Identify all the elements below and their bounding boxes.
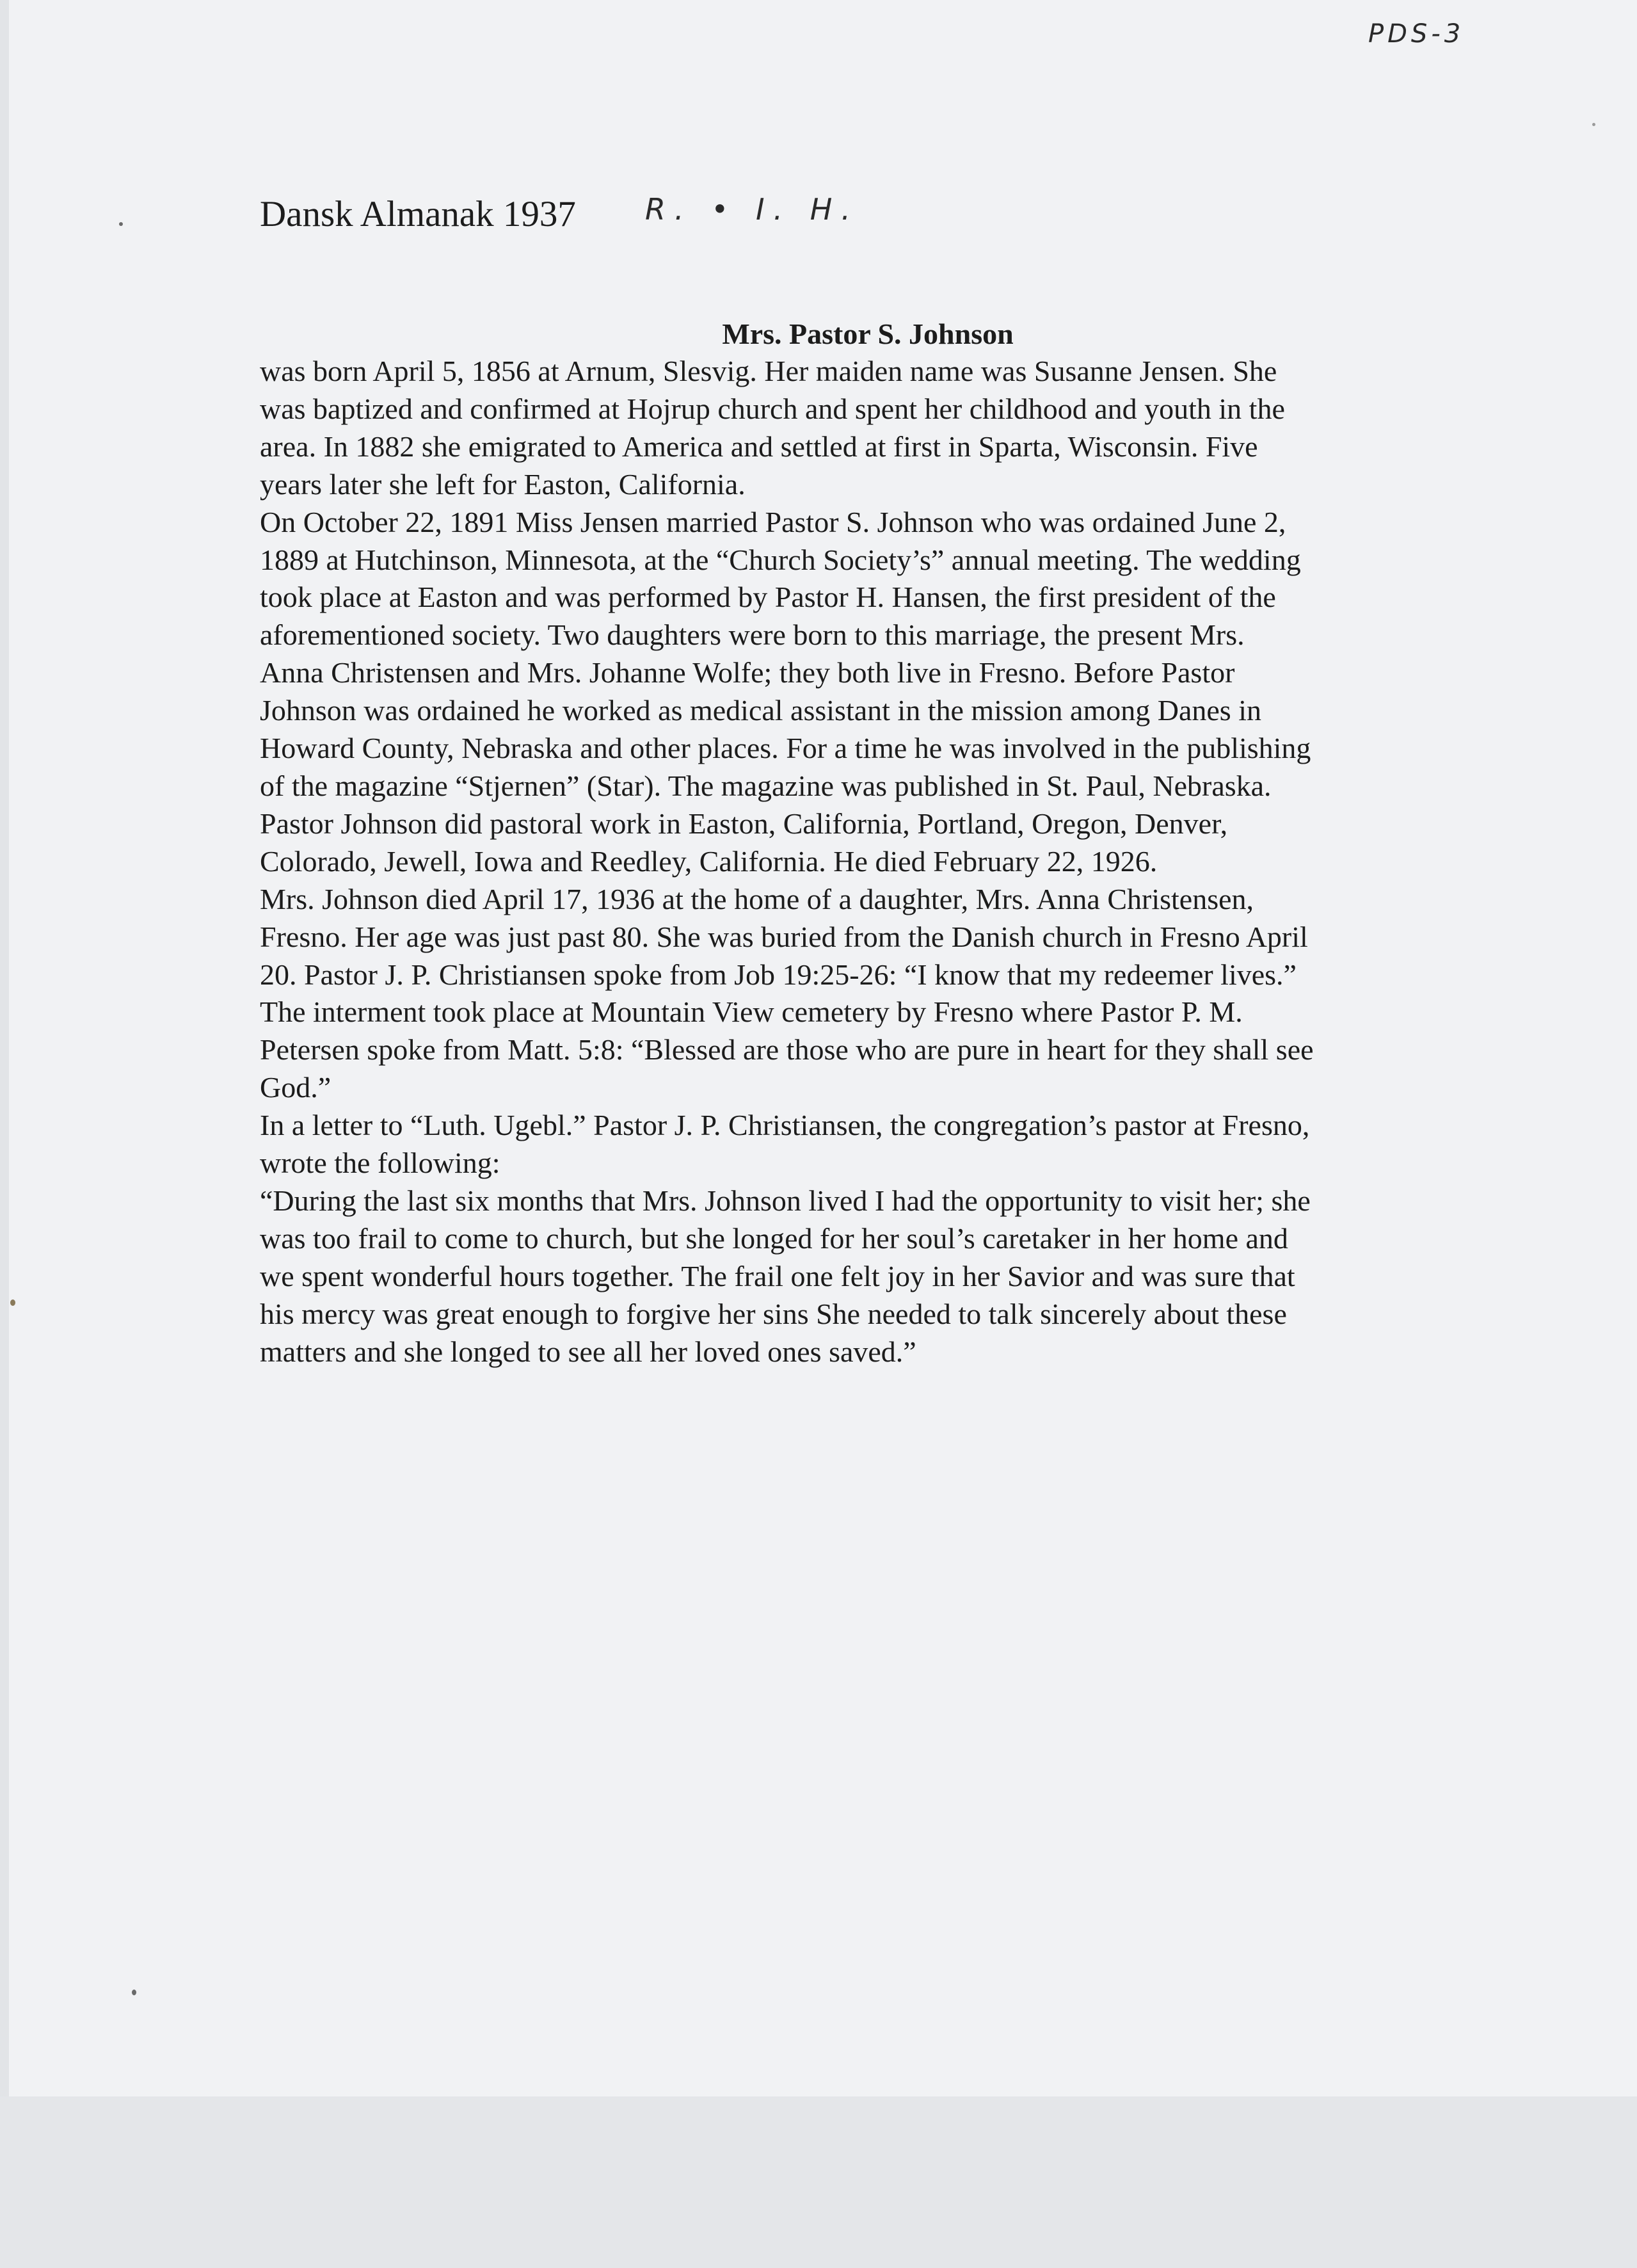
- body-line: wrote the following:: [260, 1146, 500, 1180]
- handwritten-initials: R. • I. H.: [645, 192, 859, 227]
- body-line: Fresno. Her age was just past 80. She was buried from the Danish church in Fresno April: [260, 920, 1308, 953]
- body-line: was too frail to come to church, but she longed for her soul’s caretaker in her home and: [260, 1221, 1288, 1255]
- body-line: God.”: [260, 1071, 331, 1104]
- body-line: On October 22, 1891 Miss Jensen married Pastor S. Johnson who was ordained June 2,: [260, 505, 1286, 538]
- body-line: Colorado, Jewell, Iowa and Reedley, California. He died February 22, 1926.: [260, 844, 1158, 878]
- body-line: Mrs. Johnson died April 17, 1936 at the home of a daughter, Mrs. Anna Christensen,: [260, 882, 1254, 915]
- body-line: 20. Pastor J. P. Christiansen spoke from Job 19:25-26: “I know that my redeemer lives.”: [260, 958, 1297, 991]
- dust-speck: [10, 1299, 15, 1306]
- body-line: matters and she longed to see all her loved ones saved.”: [260, 1335, 916, 1368]
- body-line: aforementioned society. Two daughters were born to this marriage, the present Mrs.: [260, 618, 1245, 652]
- body-line: years later she left for Easton, California.: [260, 467, 746, 501]
- page-edge-shadow: [0, 0, 9, 2096]
- dust-speck: [119, 222, 123, 226]
- document-title: Mrs. Pastor S. Johnson: [722, 318, 1014, 350]
- body-line: was born April 5, 1856 at Arnum, Slesvig. Her maiden name was Susanne Jensen. She: [260, 355, 1277, 387]
- body-line: The interment took place at Mountain View cemetery by Fresno where Pastor P. M.: [260, 995, 1243, 1029]
- body-line: his mercy was great enough to forgive her sins She needed to talk sincerely about these: [260, 1297, 1287, 1330]
- dust-speck: [1592, 123, 1595, 126]
- body-line: area. In 1882 she emigrated to America and settled at first in Sparta, Wisconsin. Five: [260, 430, 1258, 463]
- body-line: “During the last six months that Mrs. Johnson lived I had the opportunity to visit her; she: [260, 1184, 1311, 1217]
- scanner-bed-strip: [0, 2096, 1637, 2268]
- body-line: In a letter to “Luth. Ugebl.” Pastor J. P. Christiansen, the congregation’s pastor at Fresno,: [260, 1109, 1310, 1142]
- body-line: Howard County, Nebraska and other places. For a time he was involved in the publishing: [260, 732, 1311, 765]
- body-line: Petersen spoke from Matt. 5:8: “Blessed are those who are pure in heart for they shall see: [260, 1033, 1314, 1066]
- body-line: of the magazine “Stjernen” (Star). The magazine was published in St. Paul, Nebraska.: [260, 769, 1272, 802]
- body-line: was baptized and confirmed at Hojrup church and spent her childhood and youth in the: [260, 392, 1285, 425]
- handwritten-corner-note: PDS-3: [1368, 19, 1465, 49]
- body-line: Anna Christensen and Mrs. Johanne Wolfe; they both live in Fresno. Before Pastor: [260, 656, 1235, 689]
- body-line: took place at Easton and was performed by Pastor H. Hansen, the first president of the: [260, 581, 1276, 614]
- body-line: we spent wonderful hours together. The frail one felt joy in her Savior and was sure that: [260, 1259, 1295, 1292]
- document-body: [260, 353, 1476, 1371]
- body-line: Johnson was ordained he worked as medical assistant in the mission among Danes in: [260, 694, 1261, 727]
- body-line: Pastor Johnson did pastoral work in Easton, California, Portland, Oregon, Denver,: [260, 807, 1228, 840]
- body-line: 1889 at Hutchinson, Minnesota, at the “Church Society’s” annual meeting. The wedding: [260, 543, 1301, 576]
- source-heading: Dansk Almanak 1937: [260, 194, 576, 234]
- dust-speck: [132, 1990, 136, 1995]
